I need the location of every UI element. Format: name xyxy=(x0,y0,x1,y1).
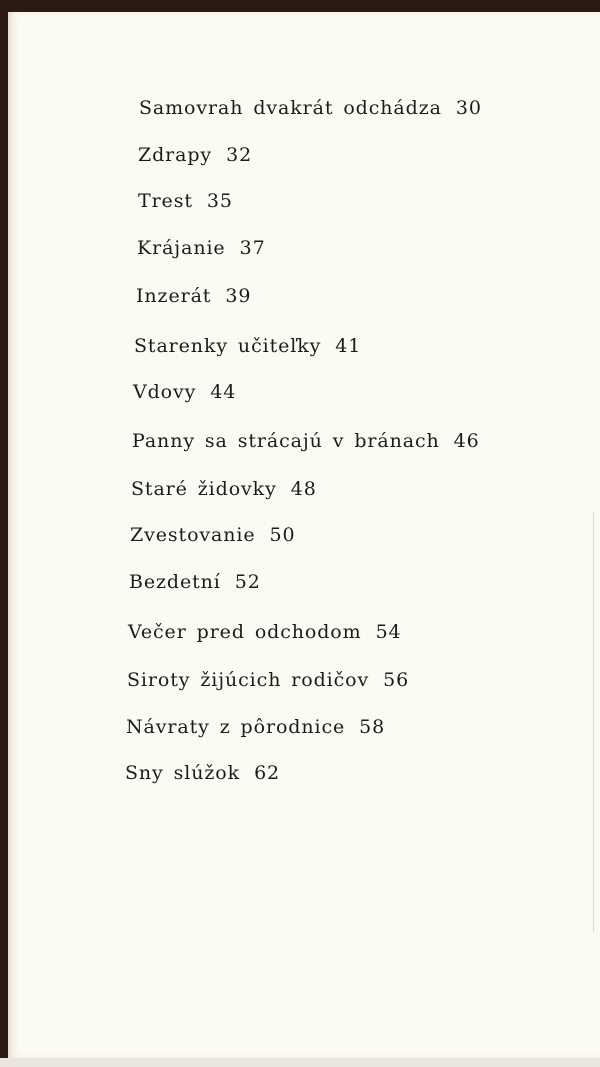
toc-entry-page: 44 xyxy=(210,381,237,403)
toc-entry-title: Vdovy xyxy=(133,381,197,403)
toc-entry-page: 41 xyxy=(335,335,362,357)
toc-entry-title: Večer pred odchodom xyxy=(128,621,362,643)
toc-entry-page: 50 xyxy=(269,524,296,546)
toc-entry-title: Návraty z pôrodnice xyxy=(126,716,346,738)
toc-entry xyxy=(134,334,361,358)
toc-entry-title: Inzerát xyxy=(136,285,212,307)
toc-entry xyxy=(131,477,317,501)
toc-entry xyxy=(133,380,236,404)
toc-entry-title: Staré židovky xyxy=(131,478,277,500)
toc-entry-title: Siroty žijúcich rodičov xyxy=(127,669,370,691)
toc-entry-page: 48 xyxy=(290,478,317,500)
toc-entry-title: Samovrah dvakrát odchádza xyxy=(139,97,442,119)
toc-entry-title: Sny slúžok xyxy=(125,762,241,784)
toc-entry xyxy=(136,284,251,308)
toc-entry-title: Trest xyxy=(138,190,193,212)
toc-entry-title: Zdrapy xyxy=(138,144,213,166)
toc-entry xyxy=(139,96,482,120)
toc-entry-page: 62 xyxy=(254,762,281,784)
toc-entry xyxy=(129,570,261,594)
toc-entry xyxy=(127,668,409,692)
toc-entry-title: Krájanie xyxy=(137,237,226,259)
toc-entry xyxy=(137,236,266,260)
toc-entry xyxy=(126,715,385,739)
toc-entry-page: 37 xyxy=(239,237,266,259)
toc-entry xyxy=(138,143,252,167)
toc-entry xyxy=(138,189,233,213)
toc-entry xyxy=(128,620,402,644)
toc-entry-title: Bezdetní xyxy=(129,571,221,593)
toc-entry-page: 58 xyxy=(359,716,386,738)
toc-entry xyxy=(132,429,480,453)
toc-entry-page: 30 xyxy=(455,97,482,119)
toc-entry xyxy=(130,523,296,547)
toc-entry-page: 52 xyxy=(234,571,261,593)
toc-entry xyxy=(125,761,280,785)
toc-entry-page: 39 xyxy=(225,285,252,307)
toc-entry-page: 32 xyxy=(226,144,253,166)
toc-entry-title: Zvestovanie xyxy=(130,524,256,546)
toc-entry-title: Starenky učiteľky xyxy=(134,335,322,357)
toc-entry-page: 56 xyxy=(383,669,410,691)
toc-entry-page: 35 xyxy=(206,190,233,212)
toc-entry-title: Panny sa strácajú v bránach xyxy=(132,430,440,452)
toc-entry-page: 46 xyxy=(453,430,480,452)
toc-entry-page: 54 xyxy=(375,621,402,643)
